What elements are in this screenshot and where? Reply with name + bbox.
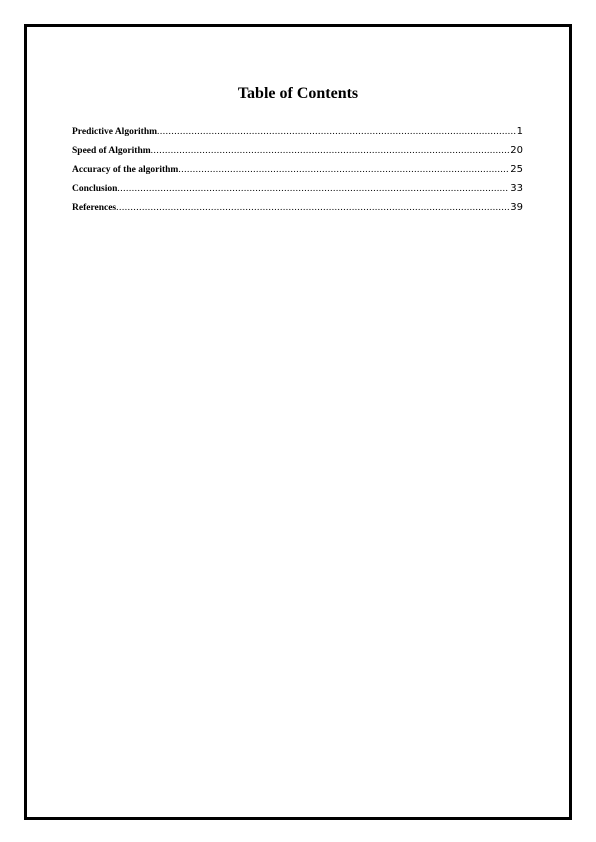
toc-entry-page-number: 20 (510, 145, 523, 156)
toc-entry-conclusion[interactable] (72, 179, 523, 198)
toc-dot-leader (117, 180, 509, 198)
toc-entry-page-number: 25 (510, 164, 523, 175)
toc-dot-leader (116, 199, 509, 217)
toc-entry-page-number: 39 (510, 202, 523, 213)
toc-entry-references[interactable] (72, 198, 523, 217)
toc-title: Table of Contents (237, 85, 359, 102)
toc-dot-leader (157, 123, 516, 141)
toc-entry-accuracy-of-the-algorithm[interactable] (72, 160, 523, 179)
toc-dot-leader (178, 161, 509, 179)
toc-entry-predictive-algorithm[interactable] (72, 122, 523, 141)
toc-entry-label: Predictive Algorithm (72, 127, 158, 137)
toc-entry-page-number: 1 (516, 126, 523, 137)
toc-entry-page-number: 33 (510, 183, 523, 194)
toc-entry-label: Accuracy of the algorithm (72, 165, 179, 175)
toc-entry-label: References (72, 203, 117, 213)
toc-list (72, 122, 523, 217)
toc-entry-label: Speed of Algorithm (72, 146, 151, 156)
toc-entry-label: Conclusion (72, 184, 118, 194)
toc-entry-speed-of-algorithm[interactable] (72, 141, 523, 160)
toc-dot-leader (151, 142, 510, 160)
